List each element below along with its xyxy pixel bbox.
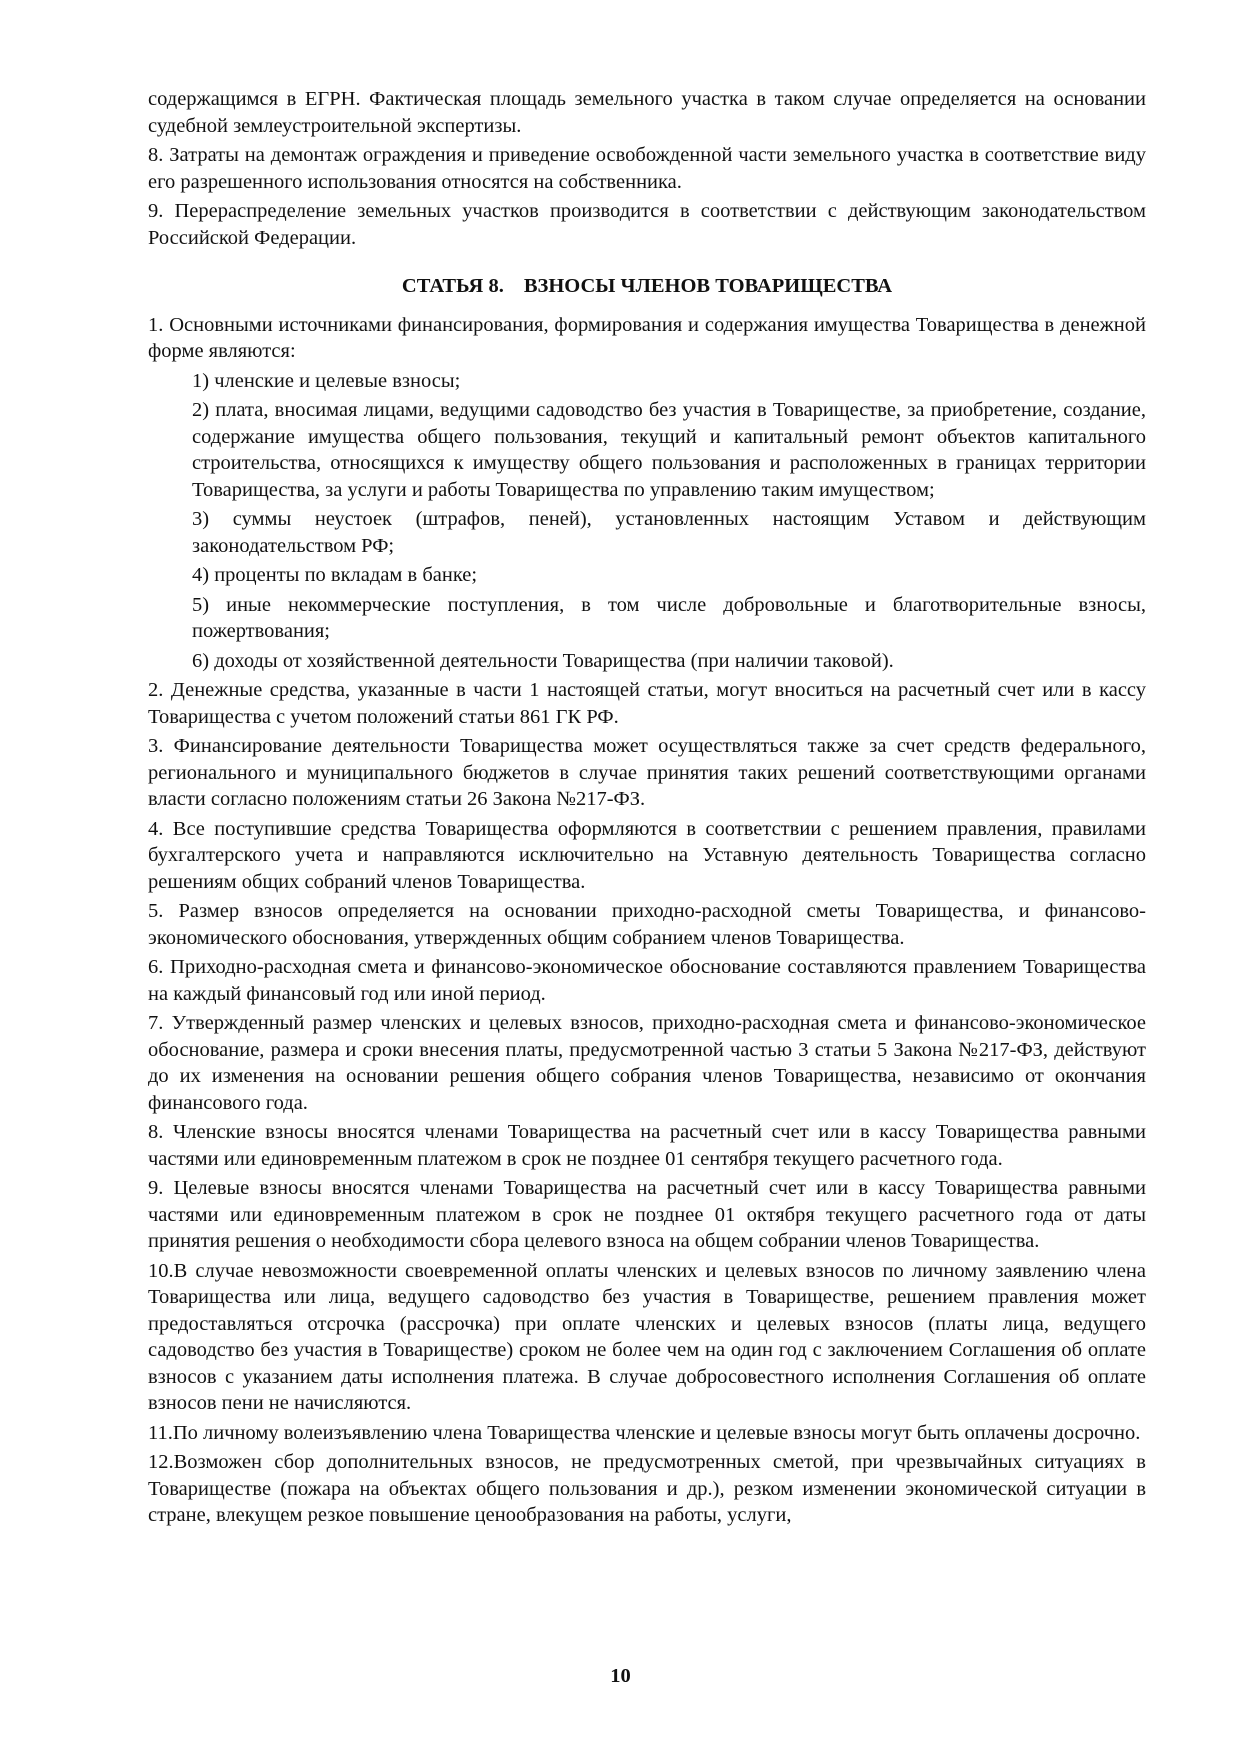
paragraph-clause-7-8: 8. Затраты на демонтаж ограждения и приведение освобожденной части земельного участка в соответствие виду его разрешенного использования относятся на собственника. [148, 144, 1146, 193]
clause-8: 8. Членские взносы вносятся членами Товарищества на расчетный счет или в кассу Товарищества равными частями или единовременным платежом в срок не позднее 01 сентября текущего расчетного года. [148, 1121, 1146, 1170]
clause-1: 1. Основными источниками финансирования, формирования и содержания имущества Товарищества в денежной форме являются: [148, 313, 1146, 362]
clause-1-item: 2) плата, вносимая лицами, ведущими садоводство без участия в Товариществе, за приобретение, создание, содержание имущества общего пользования, текущий и капитальный ремонт объектов капитального строительства, относящихся к имуществу общего пользования и расположенных в границах территории Товарищества, за услуги и работы Товарищества по управлению таким имуществом; [192, 399, 1146, 501]
document-page [148, 86, 1146, 1529]
clause-1-item: 6) доходы от хозяйственной деятельности Товарищества (при наличии таковой). [192, 649, 894, 672]
article-title: ВЗНОСЫ ЧЛЕНОВ ТОВАРИЩЕСТВА [523, 275, 893, 297]
clause-6: 6. Приходно-расходная смета и финансово-экономическое обоснование составляются правлением Товарищества на каждый финансовый год или иной период. [148, 956, 1146, 1005]
clause-1-item: 5) иные некоммерческие поступления, в том числе добровольные и благотворительные взносы, пожертвования; [192, 593, 1146, 642]
article-heading [148, 273, 1146, 300]
clause-1-item: 4) проценты по вкладам в банке; [192, 564, 478, 586]
article-number: СТАТЬЯ 8. [401, 275, 504, 297]
clause-11: 11.По личному волеизъявлению члена Товарищества членские и целевые взносы могут быть оплачены досрочно. [148, 1421, 1141, 1444]
clause-9: 9. Целевые взносы вносятся членами Товарищества на расчетный счет или в кассу Товарищества равными частями или единовременным платежом в срок не позднее 01 октября текущего расчетного года от даты принятия решения о необходимости сбора целевого взноса на общем собрании членов Товарищества. [148, 1177, 1146, 1252]
paragraph-clause-7-9: 9. Перераспределение земельных участков производится в соответствии с действующим законодательством Российской Федерации. [148, 200, 1146, 249]
clause-5: 5. Размер взносов определяется на основании приходно-расходной сметы Товарищества, и финансово-экономического обоснования, утвержденных общим собранием членов Товарищества. [148, 900, 1146, 949]
clause-7: 7. Утвержденный размер членских и целевых взносов, приходно-расходная смета и финансово-экономическое обоснование, размера и сроки внесения платы, предусмотренной частью 3 статьи 5 Закона №217-ФЗ, действуют до их изменения на основании решения общего собрания членов Товарищества, независимо от окончания финансового года. [148, 1012, 1146, 1114]
page-number: 10 [610, 1665, 631, 1687]
clause-1-item: 3) суммы неустоек (штрафов, пеней), установленных настоящим Уставом и действующим законодательством РФ; [192, 508, 1146, 557]
clause-3: 3. Финансирование деятельности Товарищества может осуществляться также за счет средств федерального, регионального и муниципального бюджетов в случае принятия таких решений соответствующими органами власти согласно положениям статьи 26 Закона №217-ФЗ. [148, 735, 1146, 810]
clause-12: 12.Возможен сбор дополнительных взносов, не предусмотренных сметой, при чрезвычайных ситуациях в Товариществе (пожара на объектах общего пользования и др.), резком изменении экономической ситуации в стране, влекущем резкое повышение ценообразования на работы, услуги, [148, 1451, 1146, 1526]
paragraph-continuation: содержащимся в ЕГРН. Фактическая площадь земельного участка в таком случае определяется на основании судебной землеустроительной экспертизы. [148, 88, 1146, 137]
clause-4: 4. Все поступившие средства Товарищества оформляются в соответствии с решением правления, правилами бухгалтерского учета и направляются исключительно на Уставную деятельность Товарищества согласно решениям общих собраний членов Товарищества. [148, 817, 1146, 893]
clause-2: 2. Денежные средства, указанные в части 1 настоящей статьи, могут вноситься на расчетный счет или в кассу Товарищества с учетом положений статьи 861 ГК РФ. [148, 679, 1146, 728]
clause-1-item: 1) членские и целевые взносы; [192, 369, 461, 392]
clause-10: 10.В случае невозможности своевременной оплаты членских и целевых взносов по личному заявлению члена Товарищества или лица, ведущего садоводство без участия в Товариществе, решением правления может предоставляться отсрочка (рассрочка) при оплате членских и целевых взносов (платы лица, ведущего садоводство без участия в Товариществе) сроком не более чем на один год с заключением Соглашения об оплате взносов с указанием даты исполнения платежа. В случае добросовестного исполнения Соглашения об оплате взносов пени не начисляются. [148, 1259, 1146, 1414]
